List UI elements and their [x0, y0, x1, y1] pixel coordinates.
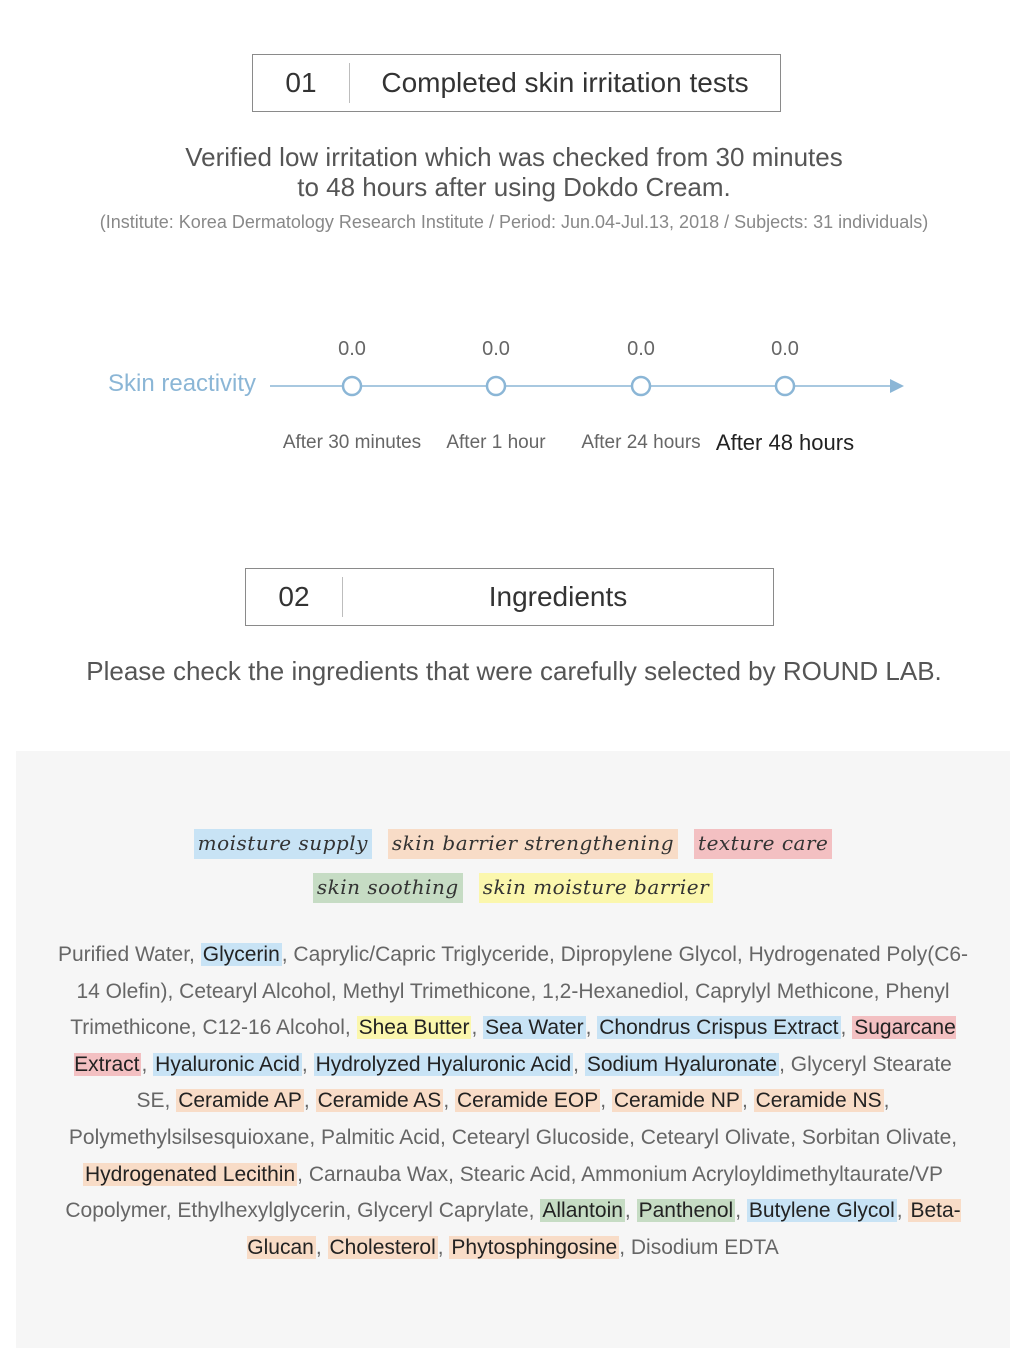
ingredient-text: , — [301, 1052, 314, 1076]
timeline-label: After 1 hour — [446, 432, 546, 453]
ingredient-text: , — [585, 1016, 598, 1040]
ingredient-text: , — [141, 1052, 154, 1076]
ingredient-text: , — [471, 1016, 484, 1040]
section-title: Ingredients — [488, 581, 628, 612]
ingredient-text: , — [573, 1052, 585, 1076]
highlighted-ingredient: Chondrus Crispus Extract — [599, 1016, 839, 1040]
highlighted-ingredient: Hydrogenated Lecithin — [85, 1162, 296, 1186]
highlighted-ingredient: Panthenol — [638, 1199, 734, 1223]
highlighted-ingredient: Ceramide AP — [178, 1089, 302, 1113]
timeline-value: 0.0 — [771, 338, 799, 360]
highlighted-ingredient: Ceramide NP — [613, 1089, 740, 1113]
legend-tag-moisture-supply: moisture supply — [194, 829, 372, 859]
highlighted-ingredient: Hyaluronic Acid — [155, 1052, 300, 1076]
ingredient-text: , — [735, 1199, 747, 1223]
timeline-point — [487, 377, 505, 395]
ingredient-text: , Disodium EDTA — [619, 1235, 779, 1259]
legend-tag-moisture-barrier: skin moisture barrier — [479, 873, 714, 903]
ingredient-text: , — [315, 1235, 328, 1259]
legend-row-1 — [16, 829, 1010, 859]
ingredient-text: , — [600, 1089, 612, 1113]
study-note: (Institute: Korea Dermatology Research Institute / Period: Jun.04-Jul.13, 2018 / Subjects: 31 individuals) — [99, 212, 929, 232]
ingredient-text: , Caprylic/Capric Triglyceride, Dipropylene Glycol, Hydrogenated Poly(C6-14 Olefin), Cetearyl Alcohol, Methyl Trimethicone, 1,2-Hexanediol, Caprylyl Methicone, Phenyl Trimethicone, C12-16 Alcohol, — [70, 943, 969, 1040]
legend-tag-barrier-strengthening: skin barrier strengthening — [388, 829, 678, 859]
highlighted-ingredient: Sea Water — [485, 1016, 584, 1040]
ingredient-text: , Carnauba Wax, Stearic Acid, Ammonium Acryloyldimethyltaurate/VP Copolymer, Ethylhexylglycerin, Glyceryl Caprylate, — [65, 1162, 943, 1223]
section-header-irritation — [252, 54, 781, 112]
highlighted-ingredient: Ceramide EOP — [457, 1089, 599, 1113]
ingredient-text: , — [840, 1016, 853, 1040]
ingredient-list — [56, 937, 970, 1266]
irritation-lead-1: Verified low irritation which was checked from 30 minutes — [185, 142, 843, 172]
section-title: Completed skin irritation tests — [381, 67, 749, 98]
highlighted-ingredient: Shea Butter — [358, 1016, 470, 1040]
ingredient-text: , — [437, 1235, 450, 1259]
timeline-label: After 48 hours — [715, 430, 855, 455]
highlighted-ingredient: Ceramide AS — [317, 1089, 442, 1113]
section-number: 01 — [285, 67, 317, 98]
timeline-value: 0.0 — [482, 338, 510, 360]
highlighted-ingredient: Sugarcane Extract — [74, 1016, 956, 1076]
section-number: 02 — [278, 581, 310, 612]
highlighted-ingredient: Allantoin — [542, 1199, 623, 1223]
ingredients-lead: Please check the ingredients that were carefully selected by ROUND LAB. — [86, 656, 942, 686]
ingredients-panel — [16, 751, 1010, 1348]
timeline-point — [632, 377, 650, 395]
highlighted-ingredient: Phytosphingosine — [451, 1235, 618, 1259]
highlighted-ingredient: Sodium Hyaluronate — [586, 1052, 778, 1076]
timeline-point — [343, 377, 361, 395]
section-header-ingredients — [245, 568, 774, 626]
ingredient-text: Purified Water, — [57, 943, 201, 966]
ingredient-text: , Polymethylsilsesquioxane, Palmitic Acid, Cetearyl Glucoside, Cetearyl Olivate, Sorbitan Olivate, — [68, 1089, 958, 1149]
legend-row-2 — [16, 873, 1010, 903]
timeline-point — [776, 377, 794, 395]
ingredient-text: , — [624, 1199, 637, 1223]
highlighted-ingredient: Hydrolyzed Hyaluronic Acid — [315, 1052, 572, 1076]
irritation-lead-2: to 48 hours after using Dokdo Cream. — [297, 172, 731, 202]
timeline-label: After 30 minutes — [282, 432, 422, 453]
highlighted-ingredient: Ceramide NS — [755, 1089, 882, 1113]
highlighted-ingredient: Cholesterol — [329, 1235, 436, 1259]
timeline-label: After 24 hours — [581, 432, 701, 453]
highlighted-ingredient: Beta-Glucan — [247, 1199, 961, 1259]
timeline-value: 0.0 — [627, 338, 655, 360]
timeline-value: 0.0 — [338, 338, 366, 360]
ingredient-text: , — [443, 1089, 455, 1113]
timeline-arrow-icon — [890, 379, 904, 393]
ingredient-text: , — [303, 1089, 316, 1113]
highlighted-ingredient: Butylene Glycol — [748, 1199, 895, 1223]
ingredient-text: , — [741, 1089, 754, 1113]
ingredient-text: , — [896, 1199, 909, 1223]
highlighted-ingredient: Glycerin — [202, 943, 280, 966]
skin-reactivity-label: Skin reactivity — [108, 370, 257, 397]
legend-tag-texture-care: texture care — [694, 829, 832, 859]
ingredient-text: , Glyceryl Stearate SE, — [136, 1052, 952, 1113]
legend-tag-skin-soothing: skin soothing — [313, 873, 463, 903]
